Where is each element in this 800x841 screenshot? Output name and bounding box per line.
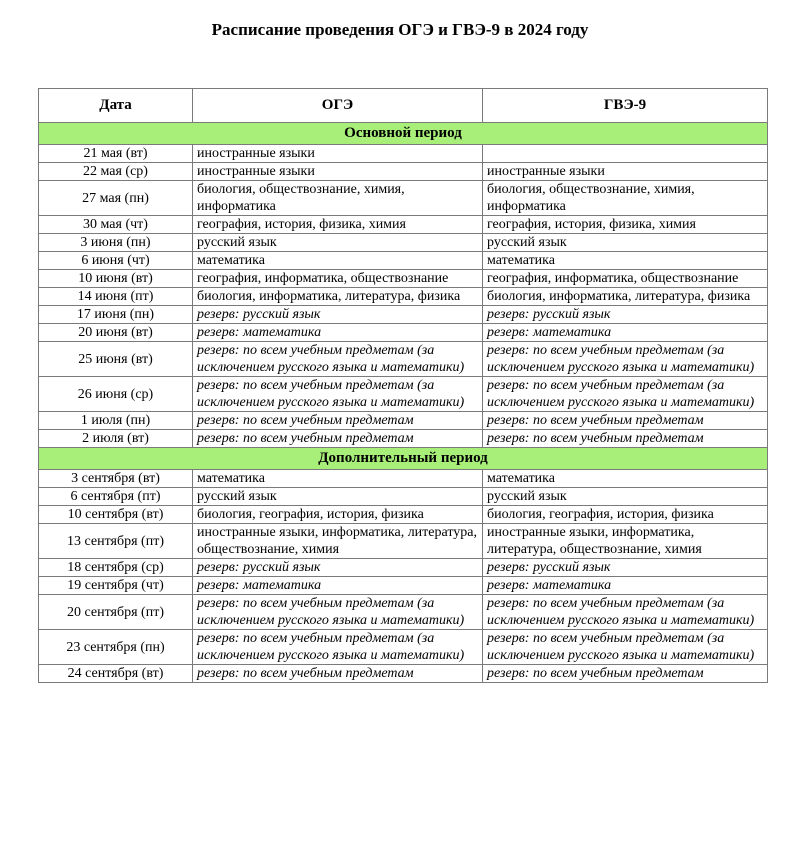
oge-cell: резерв: математика: [193, 324, 483, 342]
table-row: [39, 665, 768, 683]
schedule-body: [39, 123, 768, 683]
gve-cell: резерв: математика: [483, 577, 768, 595]
date-cell: 21 мая (вт): [39, 145, 193, 163]
table-row: [39, 252, 768, 270]
oge-cell: резерв: по всем учебным предметам: [193, 412, 483, 430]
date-cell: 19 сентября (чт): [39, 577, 193, 595]
oge-cell: математика: [193, 252, 483, 270]
oge-cell: резерв: по всем учебным предметам (за исключением русского языка и математики): [193, 342, 483, 377]
table-row: [39, 234, 768, 252]
oge-cell: резерв: русский язык: [193, 306, 483, 324]
gve-cell: русский язык: [483, 234, 768, 252]
period-label-extra: Дополнительный период: [39, 448, 768, 470]
oge-cell: биология, информатика, литература, физика: [193, 288, 483, 306]
date-cell: 30 мая (чт): [39, 216, 193, 234]
date-cell: 3 сентября (вт): [39, 470, 193, 488]
table-row: [39, 630, 768, 665]
page-title: Расписание проведения ОГЭ и ГВЭ-9 в 2024 году: [211, 20, 589, 39]
table-row: [39, 145, 768, 163]
gve-cell: резерв: по всем учебным предметам (за исключением русского языка и математики): [483, 342, 768, 377]
table-row: [39, 577, 768, 595]
date-cell: 17 июня (пн): [39, 306, 193, 324]
gve-cell: математика: [483, 252, 768, 270]
date-cell: 10 сентября (вт): [39, 506, 193, 524]
gve-cell: биология, обществознание, химия, информатика: [483, 181, 768, 216]
date-cell: 27 мая (пн): [39, 181, 193, 216]
gve-cell: география, история, физика, химия: [483, 216, 768, 234]
gve-cell: резерв: математика: [483, 324, 768, 342]
header-gve: ГВЭ-9: [483, 89, 768, 123]
oge-cell: резерв: по всем учебным предметам (за исключением русского языка и математики): [193, 377, 483, 412]
oge-cell: резерв: по всем учебным предметам: [193, 665, 483, 683]
gve-cell: русский язык: [483, 488, 768, 506]
gve-cell: биология, информатика, литература, физика: [483, 288, 768, 306]
oge-cell: резерв: русский язык: [193, 559, 483, 577]
oge-cell: география, информатика, обществознание: [193, 270, 483, 288]
table-row: [39, 216, 768, 234]
table-header-row: [39, 89, 768, 123]
table-row: [39, 488, 768, 506]
table-row: [39, 163, 768, 181]
table-row: [39, 559, 768, 577]
table-row: [39, 377, 768, 412]
oge-cell: резерв: математика: [193, 577, 483, 595]
gve-cell: резерв: русский язык: [483, 559, 768, 577]
date-cell: 23 сентября (пн): [39, 630, 193, 665]
table-row: [39, 470, 768, 488]
oge-cell: география, история, физика, химия: [193, 216, 483, 234]
oge-cell: иностранные языки: [193, 163, 483, 181]
table-row: [39, 324, 768, 342]
table-row: [39, 506, 768, 524]
oge-cell: иностранные языки, информатика, литература, обществознание, химия: [193, 524, 483, 559]
schedule-table: [38, 88, 768, 683]
table-row: [39, 306, 768, 324]
gve-cell: география, информатика, обществознание: [483, 270, 768, 288]
table-row: [39, 412, 768, 430]
date-cell: 6 сентября (пт): [39, 488, 193, 506]
oge-cell: резерв: по всем учебным предметам: [193, 430, 483, 448]
date-cell: 3 июня (пн): [39, 234, 193, 252]
table-row: [39, 595, 768, 630]
oge-cell: русский язык: [193, 488, 483, 506]
gve-cell: математика: [483, 470, 768, 488]
date-cell: 2 июля (вт): [39, 430, 193, 448]
gve-cell: биология, география, история, физика: [483, 506, 768, 524]
oge-cell: резерв: по всем учебным предметам (за исключением русского языка и математики): [193, 595, 483, 630]
date-cell: 20 июня (вт): [39, 324, 193, 342]
date-cell: 25 июня (вт): [39, 342, 193, 377]
table-row: [39, 342, 768, 377]
table-row: [39, 270, 768, 288]
date-cell: 14 июня (пт): [39, 288, 193, 306]
gve-cell: иностранные языки, информатика, литература, обществознание, химия: [483, 524, 768, 559]
header-oge: ОГЭ: [193, 89, 483, 123]
gve-cell: [483, 145, 768, 163]
table-row: [39, 430, 768, 448]
table-row: [39, 288, 768, 306]
date-cell: 24 сентября (вт): [39, 665, 193, 683]
date-cell: 18 сентября (ср): [39, 559, 193, 577]
oge-cell: математика: [193, 470, 483, 488]
period-row-extra: [39, 448, 768, 470]
date-cell: 1 июля (пн): [39, 412, 193, 430]
gve-cell: резерв: русский язык: [483, 306, 768, 324]
oge-cell: резерв: по всем учебным предметам (за исключением русского языка и математики): [193, 630, 483, 665]
date-cell: 26 июня (ср): [39, 377, 193, 412]
header-date: Дата: [39, 89, 193, 123]
gve-cell: резерв: по всем учебным предметам (за исключением русского языка и математики): [483, 630, 768, 665]
table-row: [39, 524, 768, 559]
gve-cell: резерв: по всем учебным предметам (за исключением русского языка и математики): [483, 595, 768, 630]
date-cell: 13 сентября (пт): [39, 524, 193, 559]
date-cell: 20 сентября (пт): [39, 595, 193, 630]
oge-cell: биология, география, история, физика: [193, 506, 483, 524]
date-cell: 10 июня (вт): [39, 270, 193, 288]
gve-cell: резерв: по всем учебным предметам: [483, 430, 768, 448]
table-row: [39, 181, 768, 216]
gve-cell: резерв: по всем учебным предметам (за исключением русского языка и математики): [483, 377, 768, 412]
period-label-main: Основной период: [39, 123, 768, 145]
gve-cell: иностранные языки: [483, 163, 768, 181]
oge-cell: биология, обществознание, химия, информатика: [193, 181, 483, 216]
date-cell: 6 июня (чт): [39, 252, 193, 270]
period-row-main: [39, 123, 768, 145]
oge-cell: иностранные языки: [193, 145, 483, 163]
gve-cell: резерв: по всем учебным предметам: [483, 665, 768, 683]
gve-cell: резерв: по всем учебным предметам: [483, 412, 768, 430]
oge-cell: русский язык: [193, 234, 483, 252]
date-cell: 22 мая (ср): [39, 163, 193, 181]
